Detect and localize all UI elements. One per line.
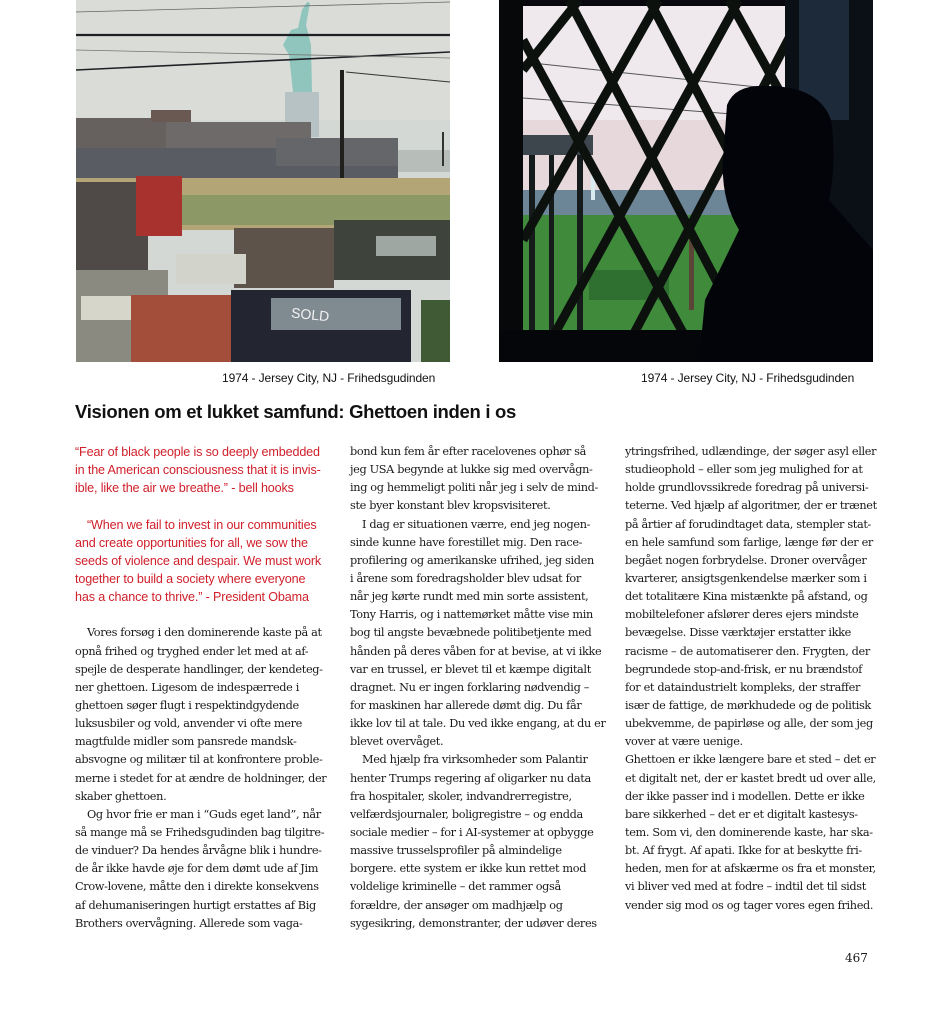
body-line: et digitalt net, der er kastet bredt ud over alle, [625,771,876,785]
sold-text: SOLD [290,304,330,325]
body-line: holde grundlovssikrede foredrag på universi- [625,481,869,495]
body-line: de år ikke havde øje for dem dømt ude af Jim [75,862,319,876]
body-line: voldelige kriminelle – det rammer også [350,880,561,894]
body-line: ikke lov til at tale. Du ved ikke engang, at du er [350,717,606,731]
body-text-col2 [350,443,612,933]
body-line: Brothers overvågning. Allerede som vaga- [75,916,303,930]
body-line: teterne. Ved hjælp af algoritmer, der er trænet [625,499,877,513]
article-headline: Visionen om et lukket samfund: Ghettoen inden i os [75,401,517,422]
body-line: ytringsfrihed, udlændinge, der søger asyl eller [625,445,877,458]
body-line: på årtier af forudindtaget data, stempler stat- [625,517,872,531]
body-line: velfærdsjournaler, boligregistre – og endda [350,807,583,821]
body-line: hånden på deres våben for at bevise, at vi ikke [350,644,602,658]
body-line: magtfulde midler som pansrede mandsk- [75,735,297,749]
body-line: kvarterer, ansigtsgenkendelse mærker som i [625,571,867,585]
spacer [75,497,337,515]
body-line: bt. Af frygt. Af apati. Ikke for at beskytte fri- [625,844,862,858]
body-line: jeg USA begynde at lukke sig med overvågn- [350,463,593,477]
body-line: luksusbiler og vold, anvender vi ofte mere [75,717,303,731]
body-line: racisme – de automatiserer den. Frygten, der [625,644,870,658]
body-line: for et dataindustrielt kompleks, der straffer [625,680,860,694]
body-line: sociale medier – for i AI-systemer at opbygge [350,825,594,839]
quote-line: seeds of violence and despair. We must work [75,553,322,568]
body-line: massive trusselsprofiler på almindelige [350,844,562,858]
quote-line: together to build a society where everyone [75,571,306,586]
body-line: når jeg kørte rundt med min sorte assistent, [350,590,589,604]
body-line: mobiltelefoner afslører deres ejers mindste [625,608,859,622]
text-column-3 [625,443,887,915]
quote-line: “When we fail to invest in our communities [87,517,317,532]
body-line: I dag er situationen værre, end jeg nogen- [362,517,591,531]
body-line: vover at være uenige. [625,735,743,749]
body-line: sygesikring, demonstranter, der udøver deres [350,916,597,930]
body-line: bare sikkerhed – det er et digitalt kastesys- [625,807,858,821]
body-line: skaber ghettoen. [75,789,167,803]
page-number: 467 [845,951,868,965]
body-line: opnå frihed og tryghed ender let med at af- [75,644,309,658]
body-line: heden, men for at afskærme os fra et monster, [625,862,876,876]
body-line: Crow-lovene, måtte den i direkte konsekvens [75,880,319,894]
body-line: borgere. ette system er ikke kun rettet mod [350,862,587,876]
body-line: begrundede stop-and-frisk, er nu brændstof [625,662,862,676]
body-line: ubekvemme, de papirløse og alle, der som jeg [625,717,873,731]
body-line: så mange må se Frihedsgudinden bag tilgitre- [75,825,325,839]
body-line: absvogne og militær til at konfrontere proble- [75,753,323,767]
body-line: der ikke passer ind i modellen. Dette er ikke [625,789,865,803]
photo-caption-right: 1974 - Jersey City, NJ - Frihedsgudinden [641,371,855,385]
body-line: Ghettoen er ikke længere bare et sted – det er [625,753,876,767]
body-text-col1 [75,624,337,932]
junkyard-photo-illustration [76,0,450,362]
body-line: i årene som foredragsholder blev udsat for [350,571,581,585]
body-line: ing og hemmeligt politi når jeg i selv de mind- [350,481,598,495]
photo-window-lattice-silhouette [499,0,873,362]
text-column-2 [350,443,612,933]
body-line: tem. Som vi, den dominerende kaste, har ska- [625,825,873,839]
body-line: af dehumaniseringen hurtigt erstattes af Big [75,898,316,912]
body-line: profilering og amerikanske ufrihed, jeg siden [350,553,594,567]
quote-line: in the American consciousness that it is invis- [75,463,321,478]
spacer [75,606,337,624]
body-line: de vinduer? Da hendes årvågne blik i hundre- [75,844,322,858]
body-line: fra hospitaler, skoler, indvandrerregistre, [350,789,572,803]
quote-line: ible, like the air we breathe.” - bell hooks [75,481,294,496]
lattice-photo-illustration [499,0,873,362]
body-line: en hele samfund som farlige, længe før der er [625,535,873,549]
quote-bell-hooks [75,443,337,497]
body-line: spejle de desperate handlinger, der kendeteg- [75,662,323,676]
photo-caption-left: 1974 - Jersey City, NJ - Frihedsgudinden [222,371,436,385]
body-line: begået nogen forbrydelse. Droner overvåger [625,553,867,567]
body-line: ste byer konstant blev kropsvisiteret. [350,499,551,513]
body-line: vender sig mod os og tager vores egen frihed. [625,898,874,912]
body-line: henter Trumps regering af oligarker nu data [350,771,591,785]
body-line: dragnet. Nu er ingen forklaring nødvendig – [350,680,589,694]
body-line: det totalitære Kina mistænkte på afstand, og [625,590,868,604]
body-line: bog til angste bevæbnede politibetjente med [350,626,592,640]
body-line: var en trussel, er blevet til et kæmpe digitalt [350,662,591,676]
body-line: sinde kunne have forestillet mig. Den race- [350,535,583,549]
quote-obama [75,516,337,607]
body-line: vi bliver ved med at fodre – indtil det til sidst [625,880,866,894]
body-line: blevet overvåget. [350,735,444,749]
text-column-1 [75,443,337,933]
quote-line: “Fear of black people is so deeply embedded [75,445,320,459]
quote-line: and create opportunities for all, we sow the [75,535,308,550]
body-line: bevægelse. Disse værktøjer erstatter ikke [625,626,851,640]
body-line: merne i stedet for at ændre de holdninger, der [75,771,327,785]
body-line: ghettoen søger flugt i respektindgydende [75,698,299,712]
body-line: for maskinen har allerede dømt dig. Du får [350,698,582,712]
body-line: bond kun fem år efter racelovenes ophør så [350,445,587,458]
body-line: ner ghettoen. Ligesom de indespærrede i [75,680,300,694]
body-line: Tony Harris, og i nattemørket måtte vise min [350,608,593,622]
body-line: Med hjælp fra virksomheder som Palantir [362,753,588,767]
photo-statue-of-liberty-junkyard [76,0,450,362]
body-text-col3 [625,443,887,915]
body-line: forældre, der ansøger om madhjælp og [350,898,563,912]
body-line: studieophold – eller som jeg mulighed for at [625,463,863,477]
quote-line: has a chance to thrive.” - President Obama [75,590,309,605]
body-line: Vores forsøg i den dominerende kaste på at [87,626,322,640]
body-line: især de fattige, de mørkhudede og de politisk [625,698,871,712]
body-line: Og hvor frie er man i “Guds eget land”, når [87,807,321,821]
